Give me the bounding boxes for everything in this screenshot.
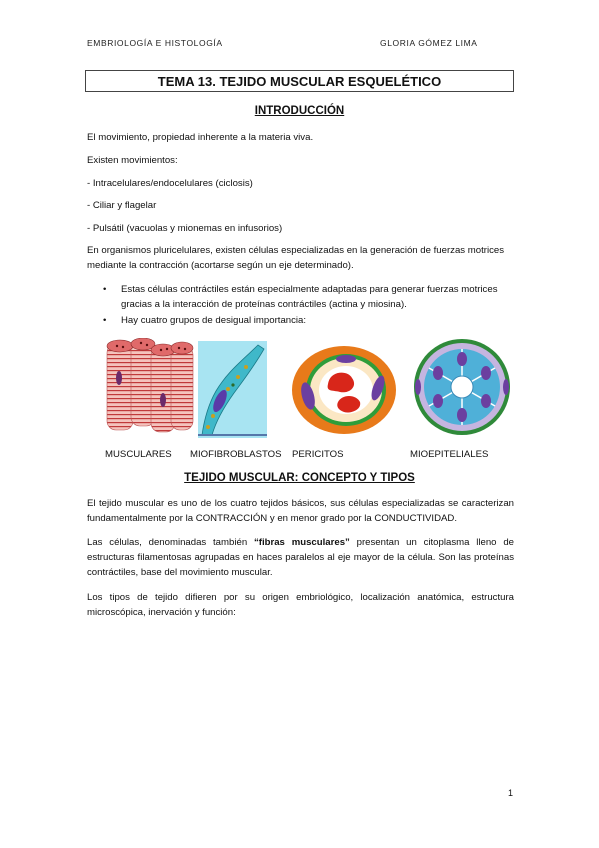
bullet-item	[103, 282, 514, 312]
intro-list-item-1: - Intracelulares/endocelulares (ciclosis)	[87, 178, 253, 189]
intro-heading: INTRODUCCIÓN	[254, 105, 345, 117]
caption-pericitos: PERICITOS	[292, 449, 344, 460]
intro-list-item-2: - Ciliar y flagelar	[87, 200, 157, 211]
bullet-dot: •	[103, 315, 107, 326]
bullet-text: Estas células contráctiles están especialmente adaptadas para generar fuerzas motrices gracias a la interacción de proteínas contráctiles (actina y miosina).	[121, 284, 498, 310]
bullet-text: Hay cuatro grupos de desigual importancia:	[121, 315, 307, 326]
skeletal-muscle-fibers-illustration	[103, 338, 197, 438]
bullet-item	[103, 313, 514, 328]
bullet-dot: •	[103, 284, 107, 295]
p2-pre: Las células, denominadas también	[87, 537, 254, 548]
header-right: GLORIA GÓMEZ LIMA	[380, 38, 478, 48]
header-left: EMBRIOLOGÍA E HISTOLOGÍA	[87, 38, 223, 48]
caption-mioepiteliales: MIOEPITELIALES	[410, 449, 489, 460]
caption-musculares: MUSCULARES	[105, 449, 172, 460]
intro-paragraph-6: En organismos pluricelulares, existen células especializadas en la generación de fuerzas motrices mediante la contracción (acortarse según un eje determinado).	[87, 245, 505, 271]
myofibroblast-illustration	[198, 341, 267, 438]
intro-paragraph-1: El movimiento, propiedad inherente a la materia viva.	[87, 132, 314, 143]
p2-bold: “fibras musculares”	[253, 537, 350, 548]
section2-paragraph-2	[87, 535, 514, 580]
section2-paragraph-1: El tejido muscular es uno de los cuatro tejidos básicos, sus células especializadas se caracterizan fundamentalmente por la CONTRACCIÓN y en menor grado por la CONDUCTIVIDAD.	[87, 498, 514, 524]
intro-paragraph-2: Existen movimientos:	[87, 155, 178, 166]
myoepithelial-cells-illustration	[404, 335, 512, 439]
page-title: TEMA 13. TEJIDO MUSCULAR ESQUELÉTICO	[85, 70, 514, 92]
intro-list-item-3: - Pulsátil (vacuolas y mionemas en infusorios)	[87, 223, 283, 234]
p2-post: presentan un citoplasma lleno de estructuras filamentosas agrupadas en haces paralelos al eje mayor de la célula. Son las proteínas contráctiles, base del movimiento muscular.	[87, 537, 514, 578]
section2-paragraph-3: Los tipos de tejido difieren por su origen embriológico, localización anatómica, estructura microscópica, inervación y función:	[87, 592, 514, 618]
section2-heading: TEJIDO MUSCULAR: CONCEPTO Y TIPOS	[184, 472, 415, 484]
page-number: 1	[508, 788, 514, 798]
pericyte-capillary-illustration	[290, 344, 397, 436]
caption-miofibroblastos: MIOFIBROBLASTOS	[190, 449, 282, 460]
